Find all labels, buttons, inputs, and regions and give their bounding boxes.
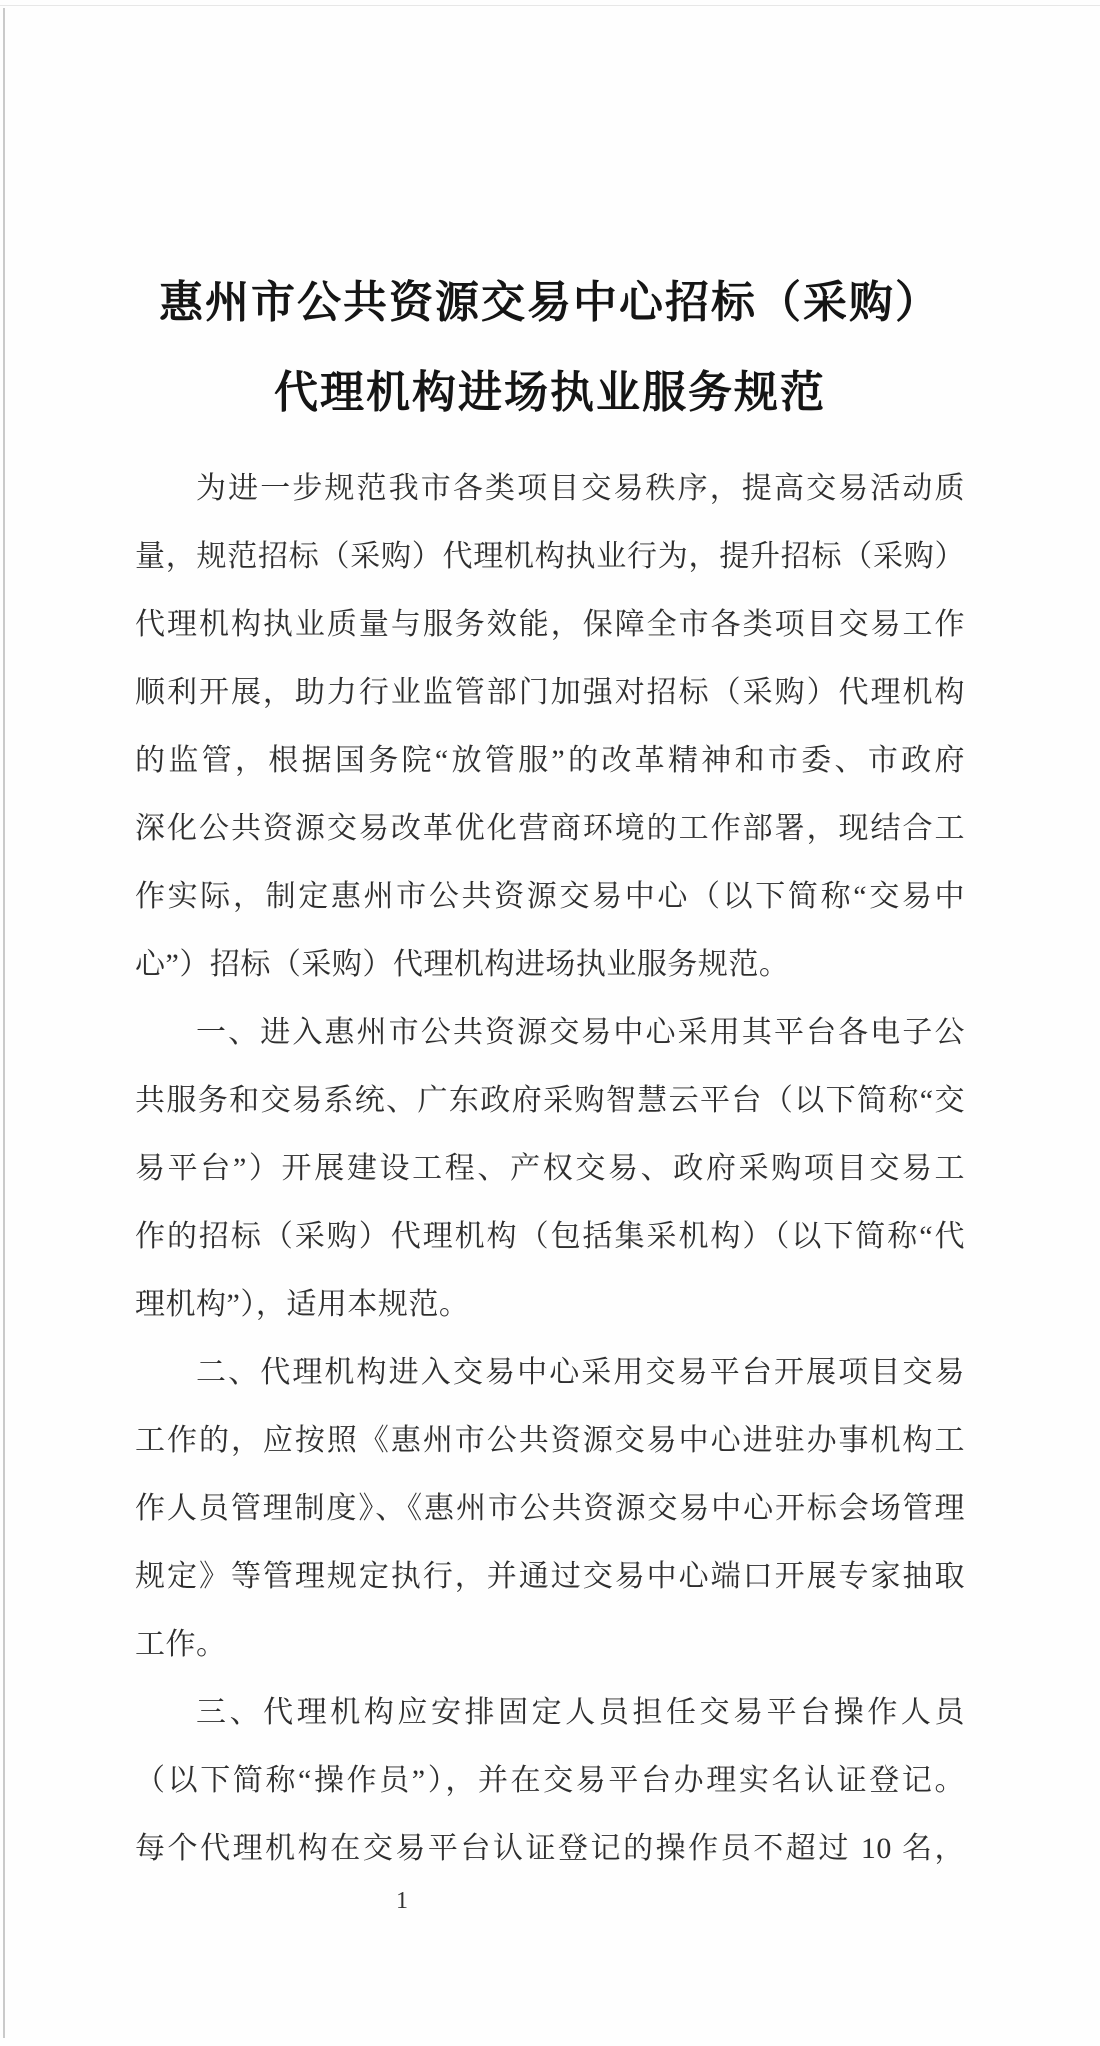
text-line: 二、代理机构进入交易中心采用交易平台开展项目交易 <box>196 1356 965 1389</box>
text-line: 易平台”）开展建设工程、产权交易、政府采购项目交易工 <box>135 1152 965 1185</box>
text-line: 理机构”），适用本规范。 <box>135 1288 470 1321</box>
text-line: 三、代理机构应安排固定人员担任交易平台操作人员 <box>196 1696 965 1729</box>
text-line: 的监管，根据国务院“放管服”的改革精神和市委、市政府 <box>135 744 965 777</box>
text-line: 作实际，制定惠州市公共资源交易中心（以下简称“交易中 <box>135 880 965 913</box>
text-line: 工作的，应按照《惠州市公共资源交易中心进驻办事机构工 <box>135 1424 965 1457</box>
text-line: 作人员管理制度》、《惠州市公共资源交易中心开标会场管理 <box>135 1492 965 1525</box>
text-line: 量，规范招标（采购）代理机构执业行为，提升招标（采购） <box>135 540 965 573</box>
text-line: 一、进入惠州市公共资源交易中心采用其平台各电子公 <box>196 1016 965 1049</box>
text-line: 代理机构执业质量与服务效能，保障全市各类项目交易工作 <box>135 608 965 641</box>
text-line: 深化公共资源交易改革优化营商环境的工作部署，现结合工 <box>135 812 965 845</box>
text-line: 共服务和交易系统、广东政府采购智慧云平台（以下简称“交 <box>135 1084 965 1117</box>
document-title <box>135 258 965 438</box>
text-line: 作的招标（采购）代理机构（包括集采机构）（以下简称“代 <box>135 1220 965 1253</box>
page-number: 1 <box>396 1888 408 1914</box>
document-title-line-2: 代理机构进场执业服务规范 <box>274 368 826 417</box>
text-line: 顺利开展，助力行业监管部门加强对招标（采购）代理机构 <box>135 676 965 709</box>
text-line: 为进一步规范我市各类项目交易秩序，提高交易活动质 <box>196 472 965 505</box>
text-line: 心”）招标（采购）代理机构进场执业服务规范。 <box>135 948 790 981</box>
text-line: 工作。 <box>135 1628 227 1661</box>
text-line: 每个代理机构在交易平台认证登记的操作员不超过 10 名， <box>135 1832 965 1865</box>
document-body <box>135 455 965 1883</box>
document-title-line-1: 惠州市公共资源交易中心招标（采购） <box>159 278 941 327</box>
text-line: （以下简称“操作员”），并在交易平台办理实名认证登记。 <box>135 1764 965 1797</box>
scan-edge-top-artifact <box>0 5 1100 6</box>
text-line: 规定》等管理规定执行，并通过交易中心端口开展专家抽取 <box>135 1560 965 1593</box>
scan-edge-left-artifact <box>3 8 5 2038</box>
